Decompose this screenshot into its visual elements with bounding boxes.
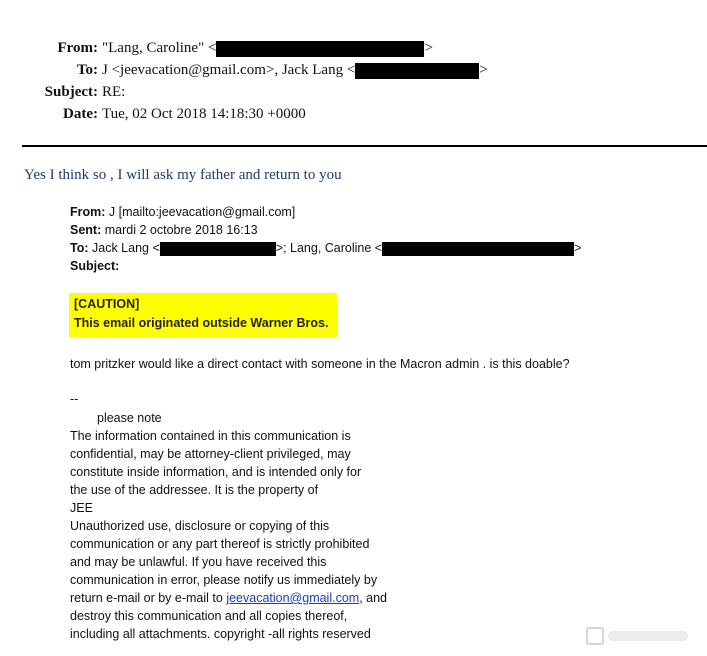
- header-to-row: [0, 59, 488, 81]
- from-label: From:: [57, 40, 98, 56]
- fwd-to-row: [70, 239, 581, 257]
- disclaimer-line: constitute inside information, and is intended only for: [70, 465, 362, 479]
- caution-title: [CAUTION]: [74, 297, 140, 311]
- redaction-bar: [382, 242, 574, 256]
- disclaimer-line: the use of the addressee. It is the property of: [70, 483, 319, 497]
- fwd-sent-value: mardi 2 octobre 2018 16:13: [104, 223, 258, 237]
- disclaimer-line: and may be unlawful. If you have received this: [70, 555, 327, 569]
- subject-label: Subject:: [44, 84, 98, 100]
- fwd-from-label: From:: [70, 205, 106, 219]
- fwd-subject-row: [70, 257, 119, 275]
- fwd-to-label: To:: [70, 241, 89, 255]
- watermark-logo: [586, 627, 698, 649]
- to-end: >: [479, 62, 488, 78]
- header-date-row: [0, 103, 306, 125]
- redaction-bar: [160, 242, 276, 256]
- fwd-to-part1: Jack Lang <: [92, 241, 160, 255]
- disclaimer-line: communication in error, please notify us immediately by: [70, 573, 378, 587]
- header-subject-row: [0, 81, 125, 103]
- disclaimer-line: confidential, may be attorney-client privileged, may: [70, 447, 351, 461]
- from-end: >: [424, 40, 433, 56]
- disclaimer-line: JEE: [70, 501, 93, 515]
- link-suffix: , and: [359, 591, 388, 605]
- from-name: "Lang, Caroline" <: [102, 40, 217, 56]
- fwd-sent-row: [70, 221, 258, 239]
- disclaimer-line: communication or any part thereof is strictly prohibited: [70, 537, 370, 551]
- disclaimer-line: destroy this communication and all copies thereof,: [70, 609, 348, 623]
- fwd-from-row: [70, 203, 295, 221]
- fwd-sent-label: Sent:: [70, 223, 102, 237]
- disclaimer-line: The information contained in this communication is: [70, 429, 351, 443]
- email-link[interactable]: jeevacation@gmail.com: [226, 591, 360, 605]
- fwd-to-part2: >; Lang, Caroline <: [275, 241, 383, 255]
- subject-value: RE:: [102, 84, 126, 100]
- disclaimer-line: Unauthorized use, disclosure or copying of this: [70, 519, 330, 533]
- to-value: J <jeevacation@gmail.com>, Jack Lang <: [102, 62, 356, 78]
- signature-dashes: --: [70, 392, 79, 406]
- link-prefix: return e-mail or by e-mail to: [70, 591, 227, 605]
- date-label: Date:: [63, 106, 98, 122]
- caution-banner: [69, 293, 337, 337]
- disclaimer-line: including all attachments. copyright -all rights reserved: [70, 627, 371, 641]
- fwd-to-end: >: [574, 241, 582, 255]
- watermark-bar: [608, 631, 688, 641]
- fwd-from-value: J [mailto:jeevacation@gmail.com]: [108, 205, 296, 219]
- header-divider: [22, 145, 707, 147]
- to-label: To:: [76, 62, 98, 78]
- header-from-row: [0, 37, 433, 59]
- reply-text: Yes I think so , I will ask my father and return to you: [24, 167, 342, 183]
- signature-note: please note: [97, 411, 162, 425]
- disclaimer-link-line: [70, 589, 387, 607]
- date-value: Tue, 02 Oct 2018 14:18:30 +0000: [102, 106, 306, 122]
- caution-text: This email originated outside Warner Bros.: [74, 316, 329, 330]
- message-text: tom pritzker would like a direct contact with someone in the Macron admin . is this doable?: [70, 357, 570, 371]
- fwd-subject-label: Subject:: [70, 259, 120, 273]
- redaction-bar: [355, 63, 479, 79]
- watermark-icon: [586, 627, 604, 645]
- redaction-bar: [216, 41, 424, 57]
